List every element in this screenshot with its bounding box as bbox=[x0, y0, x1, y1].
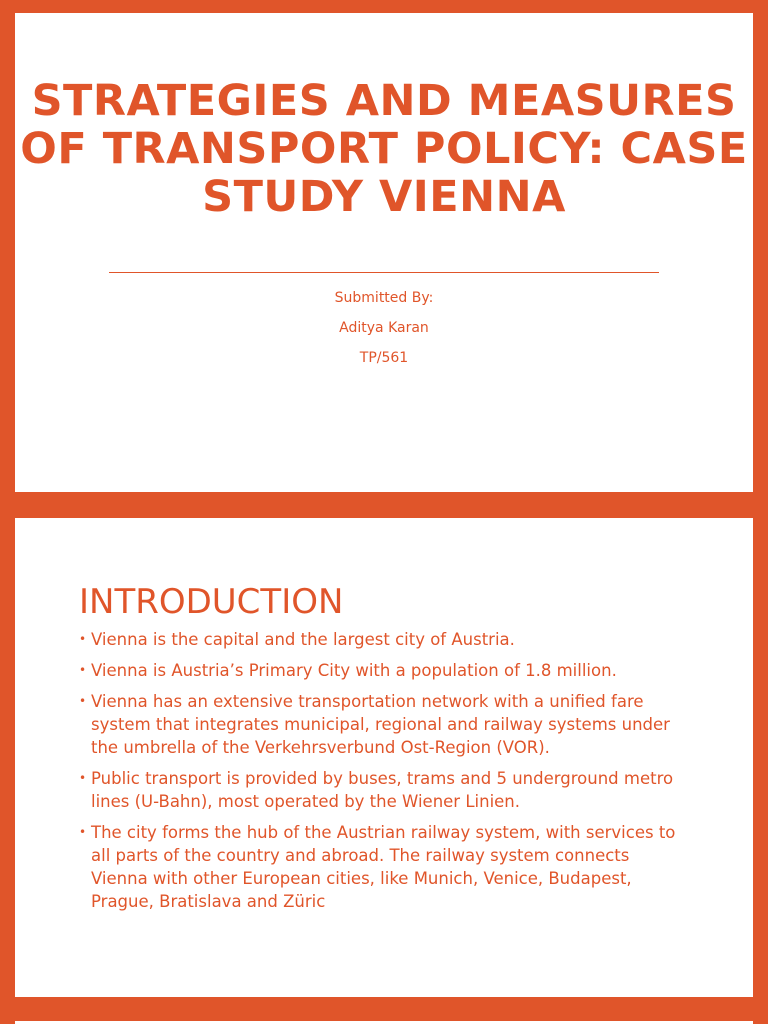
list-item bbox=[79, 821, 689, 913]
subtitle-submitted-by: Submitted By: bbox=[334, 290, 434, 306]
slide-title: STRATEGIES AND MEASURES OF TRANSPORT POLICY: CASE STUDY VIENNA bbox=[20, 76, 748, 222]
bullet-icon: • bbox=[79, 694, 87, 708]
list-item bbox=[79, 767, 689, 813]
subtitle-author-name: Aditya Karan bbox=[339, 320, 429, 336]
bullet-icon: • bbox=[79, 771, 87, 785]
bullet-icon: • bbox=[79, 632, 87, 646]
bullet-text: The city forms the hub of the Austrian railway system, with services to all parts of the country and abroad. The railway system connects Vienna with other European cities, like Munich, Venice, Budapest, Prague, Bratislava and Züric bbox=[91, 823, 676, 911]
bullet-text: Public transport is provided by buses, trams and 5 underground metro lines (U-Bahn), most operated by the Wiener Linien. bbox=[91, 769, 674, 811]
bullet-text: Vienna is Austria’s Primary City with a population of 1.8 million. bbox=[91, 661, 617, 680]
subtitle-roll-number: TP/561 bbox=[359, 350, 409, 366]
bullet-text: Vienna is the capital and the largest city of Austria. bbox=[91, 630, 515, 649]
title-underline bbox=[109, 272, 659, 273]
list-item bbox=[79, 659, 689, 682]
list-item bbox=[79, 628, 689, 651]
title-slide bbox=[15, 13, 753, 492]
bullet-icon: • bbox=[79, 663, 87, 677]
introduction-slide bbox=[15, 518, 753, 997]
list-item bbox=[79, 690, 689, 759]
bullet-list bbox=[79, 628, 689, 921]
bullet-icon: • bbox=[79, 825, 87, 839]
slide-heading: INTRODUCTION bbox=[79, 582, 344, 622]
bullet-text: Vienna has an extensive transportation network with a unified fare system that integrates municipal, regional and railway systems under the umbrella of the Verkehrsverbund Ost-Region (VOR). bbox=[91, 692, 670, 757]
